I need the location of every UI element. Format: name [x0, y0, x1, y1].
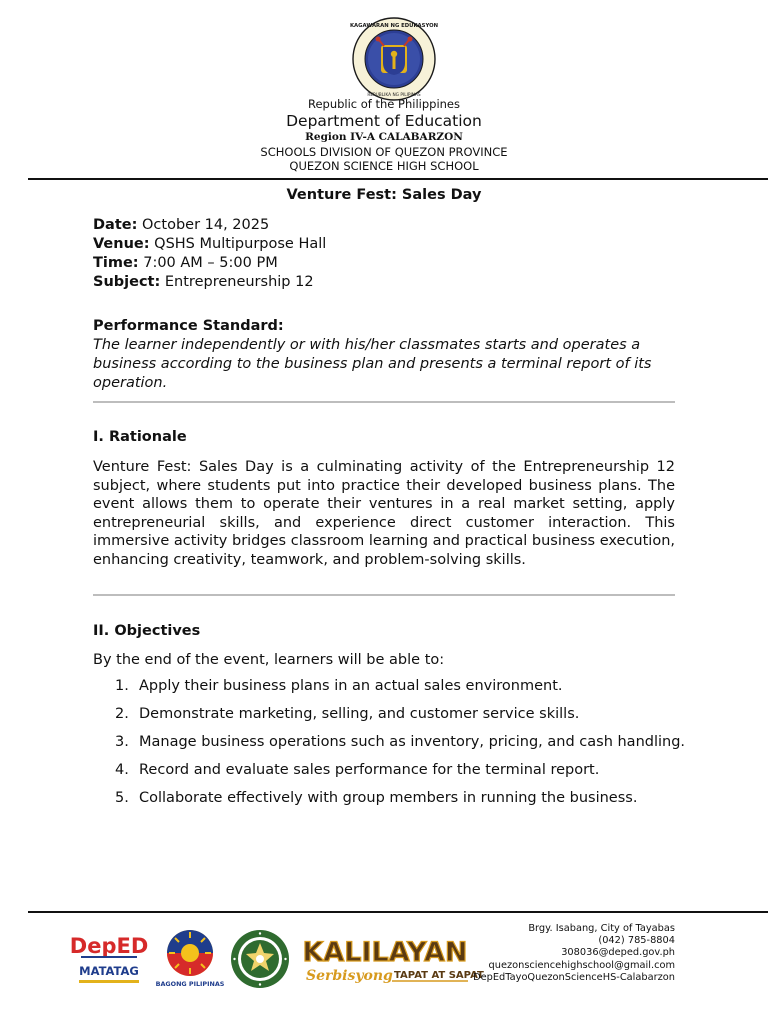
kalilayan-logo: [300, 935, 484, 989]
region-line: Region IV-A CALABARZON: [305, 131, 463, 143]
school-line: QUEZON SCIENCE HIGH SCHOOL: [289, 159, 479, 173]
facebook-line: DepEdTayoQuezonScienceHS-Calabarzon: [473, 971, 675, 983]
objective-item: [93, 761, 693, 779]
event-info: [93, 216, 326, 292]
objective-item: [93, 733, 693, 751]
time-value: 7:00 AM – 5:00 PM: [138, 255, 278, 271]
header-divider: [28, 178, 768, 180]
date-row: [93, 216, 326, 235]
seal-text-top: KAGAWARAN NG EDUKASYON: [349, 23, 439, 29]
deped-email-line: 308036@deped.gov.ph: [561, 947, 675, 959]
deped-seal-logo: [351, 16, 437, 102]
objective-item: [93, 677, 693, 695]
bagong-pilipinas-logo: [154, 927, 226, 989]
footer-divider: [28, 911, 768, 913]
performance-standard-label: Performance Standard:: [93, 318, 284, 334]
division-line: SCHOOLS DIVISION OF QUEZON PROVINCE: [260, 145, 508, 159]
objective-text: Record and evaluate sales performance for the terminal report.: [139, 762, 600, 778]
subject-label: Subject:: [93, 274, 161, 290]
objectives-list: [93, 677, 693, 817]
quezon-science-hs-seal: [230, 929, 290, 989]
rationale-heading: I. Rationale: [93, 429, 187, 445]
contact-info: [473, 923, 675, 984]
time-row: [93, 254, 326, 273]
objectives-intro: By the end of the event, learners will be able to:: [93, 652, 445, 668]
deped-matatag-logo: [69, 929, 149, 987]
objective-number: 5.: [115, 790, 129, 806]
address-line: Brgy. Isabang, City of Tayabas: [528, 923, 675, 934]
objective-text: Apply their business plans in an actual sales environment.: [139, 678, 563, 694]
objective-number: 4.: [115, 762, 129, 778]
objective-text: Demonstrate marketing, selling, and customer service skills.: [139, 706, 580, 722]
seal-text-bottom: REPUBLIKA NG PILIPINAS: [367, 93, 421, 98]
deped-logo-text: DepED: [69, 934, 149, 958]
date-value: October 14, 2025: [137, 217, 270, 233]
performance-standard: [93, 317, 675, 393]
subject-value: Entrepreneurship 12: [160, 274, 314, 290]
kalilayan-title: KALILAYAN: [302, 937, 468, 968]
objective-text: Manage business operations such as inventory, pricing, and cash handling.: [139, 734, 686, 750]
phone-line: (042) 785-8804: [598, 935, 675, 947]
time-label: Time:: [93, 255, 139, 271]
section-divider: [93, 594, 675, 596]
gmail-email-line: quezonsciencehighschool@gmail.com: [488, 959, 675, 971]
venue-row: [93, 235, 326, 254]
bagong-pilipinas-text: BAGONG PILIPINAS: [155, 980, 225, 988]
objective-number: 2.: [115, 706, 129, 722]
section-divider: [93, 401, 675, 403]
date-label: Date:: [93, 217, 138, 233]
objective-text: Collaborate effectively with group members in running the business.: [139, 790, 638, 806]
objectives-heading: II. Objectives: [93, 623, 201, 639]
document-title: Venture Fest: Sales Day: [286, 187, 482, 203]
rationale-text: Venture Fest: Sales Day is a culminating activity of the Entrepreneurship 12 subject, where students put into practice their developed business plans. The event allows them to operate their ventures in a real market setting, apply entrepreneurial skills, and experience direct customer interaction. This immersive activity bridges classroom learning and practical business execution, enhancing creativity, teamwork, and problem-solving skills.: [93, 459, 675, 568]
kalilayan-tagline-1: Serbisyong: [306, 968, 393, 984]
objective-item: [93, 789, 693, 807]
performance-standard-text: The learner independently or with his/her classmates starts and operates a business according to the business plan and presents a terminal report of its operation.: [93, 337, 652, 391]
matatag-logo-text: MATATAG: [79, 964, 139, 978]
venue-label: Venue:: [93, 236, 150, 252]
objective-number: 3.: [115, 734, 129, 750]
venue-value: QSHS Multipurpose Hall: [149, 236, 327, 252]
republic-line: Republic of the Philippines: [307, 97, 461, 111]
kalilayan-tagline-2: TAPAT AT SAPAT: [394, 970, 484, 981]
objective-number: 1.: [115, 678, 129, 694]
objective-item: [93, 705, 693, 723]
subject-row: [93, 273, 326, 292]
department-line: Department of Education: [286, 112, 482, 130]
